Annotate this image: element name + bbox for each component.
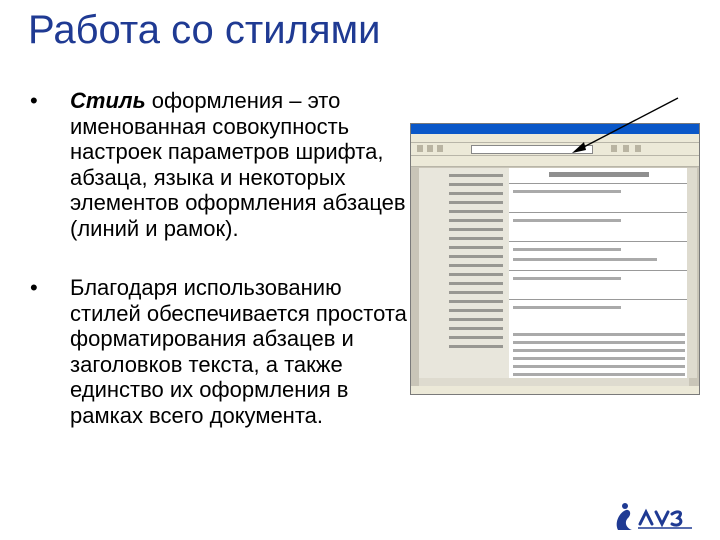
bullet-list xyxy=(28,88,408,462)
toolbar-button-icon xyxy=(427,145,433,152)
screenshot-statusbar xyxy=(411,386,699,394)
pointer-arrow xyxy=(560,96,690,156)
bullet-item xyxy=(28,275,408,428)
bullet-dot: • xyxy=(30,88,38,113)
bullet-text: оформления – это именованная совокупность настроек параметров шрифта, абзаца, языка и некоторых элементов оформления абзацев (линий и рамок). xyxy=(70,88,406,241)
bullet-dot: • xyxy=(30,275,38,300)
bullet-item xyxy=(28,88,408,241)
screenshot-scrollbar xyxy=(687,168,697,378)
document-page xyxy=(509,168,689,378)
university-logo xyxy=(612,500,696,534)
word-styles-screenshot xyxy=(410,123,700,395)
screenshot-hscrollbar xyxy=(419,378,689,386)
slide-title: Работа со стилями xyxy=(28,8,381,52)
screenshot-ruler xyxy=(411,156,699,167)
bullet-text: Благодаря использованию стилей обеспечивается простота форматирования абзацев и заголовков текста, а также единство их оформления в рамках всего документа. xyxy=(70,275,407,428)
bullet-keyword: Стиль xyxy=(70,88,146,113)
toolbar-button-icon xyxy=(417,145,423,152)
toolbar-button-icon xyxy=(437,145,443,152)
style-area-pane xyxy=(419,168,509,378)
